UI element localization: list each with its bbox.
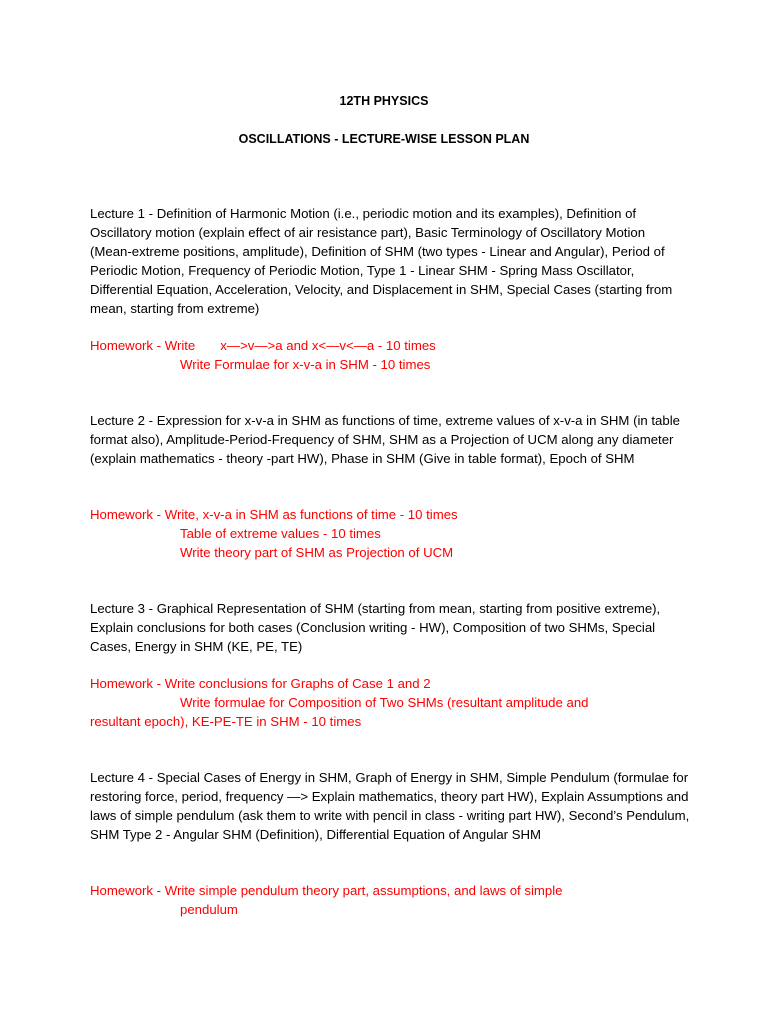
homework-line: pendulum (180, 902, 238, 917)
document-subtitle: OSCILLATIONS - LECTURE-WISE LESSON PLAN (238, 132, 530, 146)
homework-line: Homework - Write conclusions for Graphs of Case 1 and 2 (90, 676, 431, 691)
homework-line: Write theory part of SHM as Projection of UCM (180, 545, 454, 560)
homework-item: x—>v—>a and x<—v<—a - 10 times (220, 338, 436, 353)
lecture-1-homework (90, 336, 690, 374)
lecture-2-homework (90, 505, 690, 562)
homework-line: Table of extreme values - 10 times (180, 526, 381, 541)
lecture-2-description: Lecture 2 - Expression for x-v-a in SHM as functions of time, extreme values of x-v-a in SHM (in table format also), Amplitude-Period-Frequency of SHM, SHM as a Projection of UCM along any diameter (explain mathematics - theory -part HW), Phase in SHM (Give in table format), Epoch of SHM (90, 413, 680, 466)
homework-line: Homework - Write simple pendulum theory part, assumptions, and laws of simple (90, 883, 563, 898)
homework-line: resultant epoch), KE-PE-TE in SHM - 10 times (90, 714, 362, 729)
homework-line: Write formulae for Composition of Two SHMs (resultant amplitude and (180, 695, 589, 710)
document-title: 12TH PHYSICS (339, 94, 429, 108)
homework-line (90, 336, 690, 355)
lecture-3-description: Lecture 3 - Graphical Representation of SHM (starting from mean, starting from positive extreme), Explain conclusions for both cases (Conclusion writing - HW), Composition of two SHMs, Special Cases, Energy in SHM (KE, PE, TE) (90, 601, 661, 654)
lecture-3-homework (90, 674, 690, 731)
homework-line: Homework - Write, x-v-a in SHM as functions of time - 10 times (90, 507, 458, 522)
homework-label: Homework - Write (90, 338, 196, 353)
lecture-1-description: Lecture 1 - Definition of Harmonic Motion (i.e., periodic motion and its examples), Definition of Oscillatory motion (explain effect of air resistance part), Basic Terminology of Oscillatory Motion (Mean-extreme positions, amplitude), Definition of SHM (two types - Linear and Angular), Period of Periodic Motion, Frequency of Periodic Motion, Type 1 - Linear SHM - Spring Mass Oscillator, Differential Equation, Acceleration, Velocity, and Displacement in SHM, Special Cases (starting from mean, starting from extreme) (90, 206, 673, 316)
lecture-4-homework (90, 881, 690, 919)
homework-line: Write Formulae for x-v-a in SHM - 10 times (180, 357, 431, 372)
lecture-4-description: Lecture 4 - Special Cases of Energy in SHM, Graph of Energy in SHM, Simple Pendulum (formulae for restoring force, period, frequency —> Explain mathematics, theory part HW), Explain Assumptions and laws of simple pendulum (ask them to write with pencil in class - writing part HW), Second’s Pendulum, SHM Type 2 - Angular SHM (Definition), Differential Equation of Angular SHM (90, 770, 690, 842)
